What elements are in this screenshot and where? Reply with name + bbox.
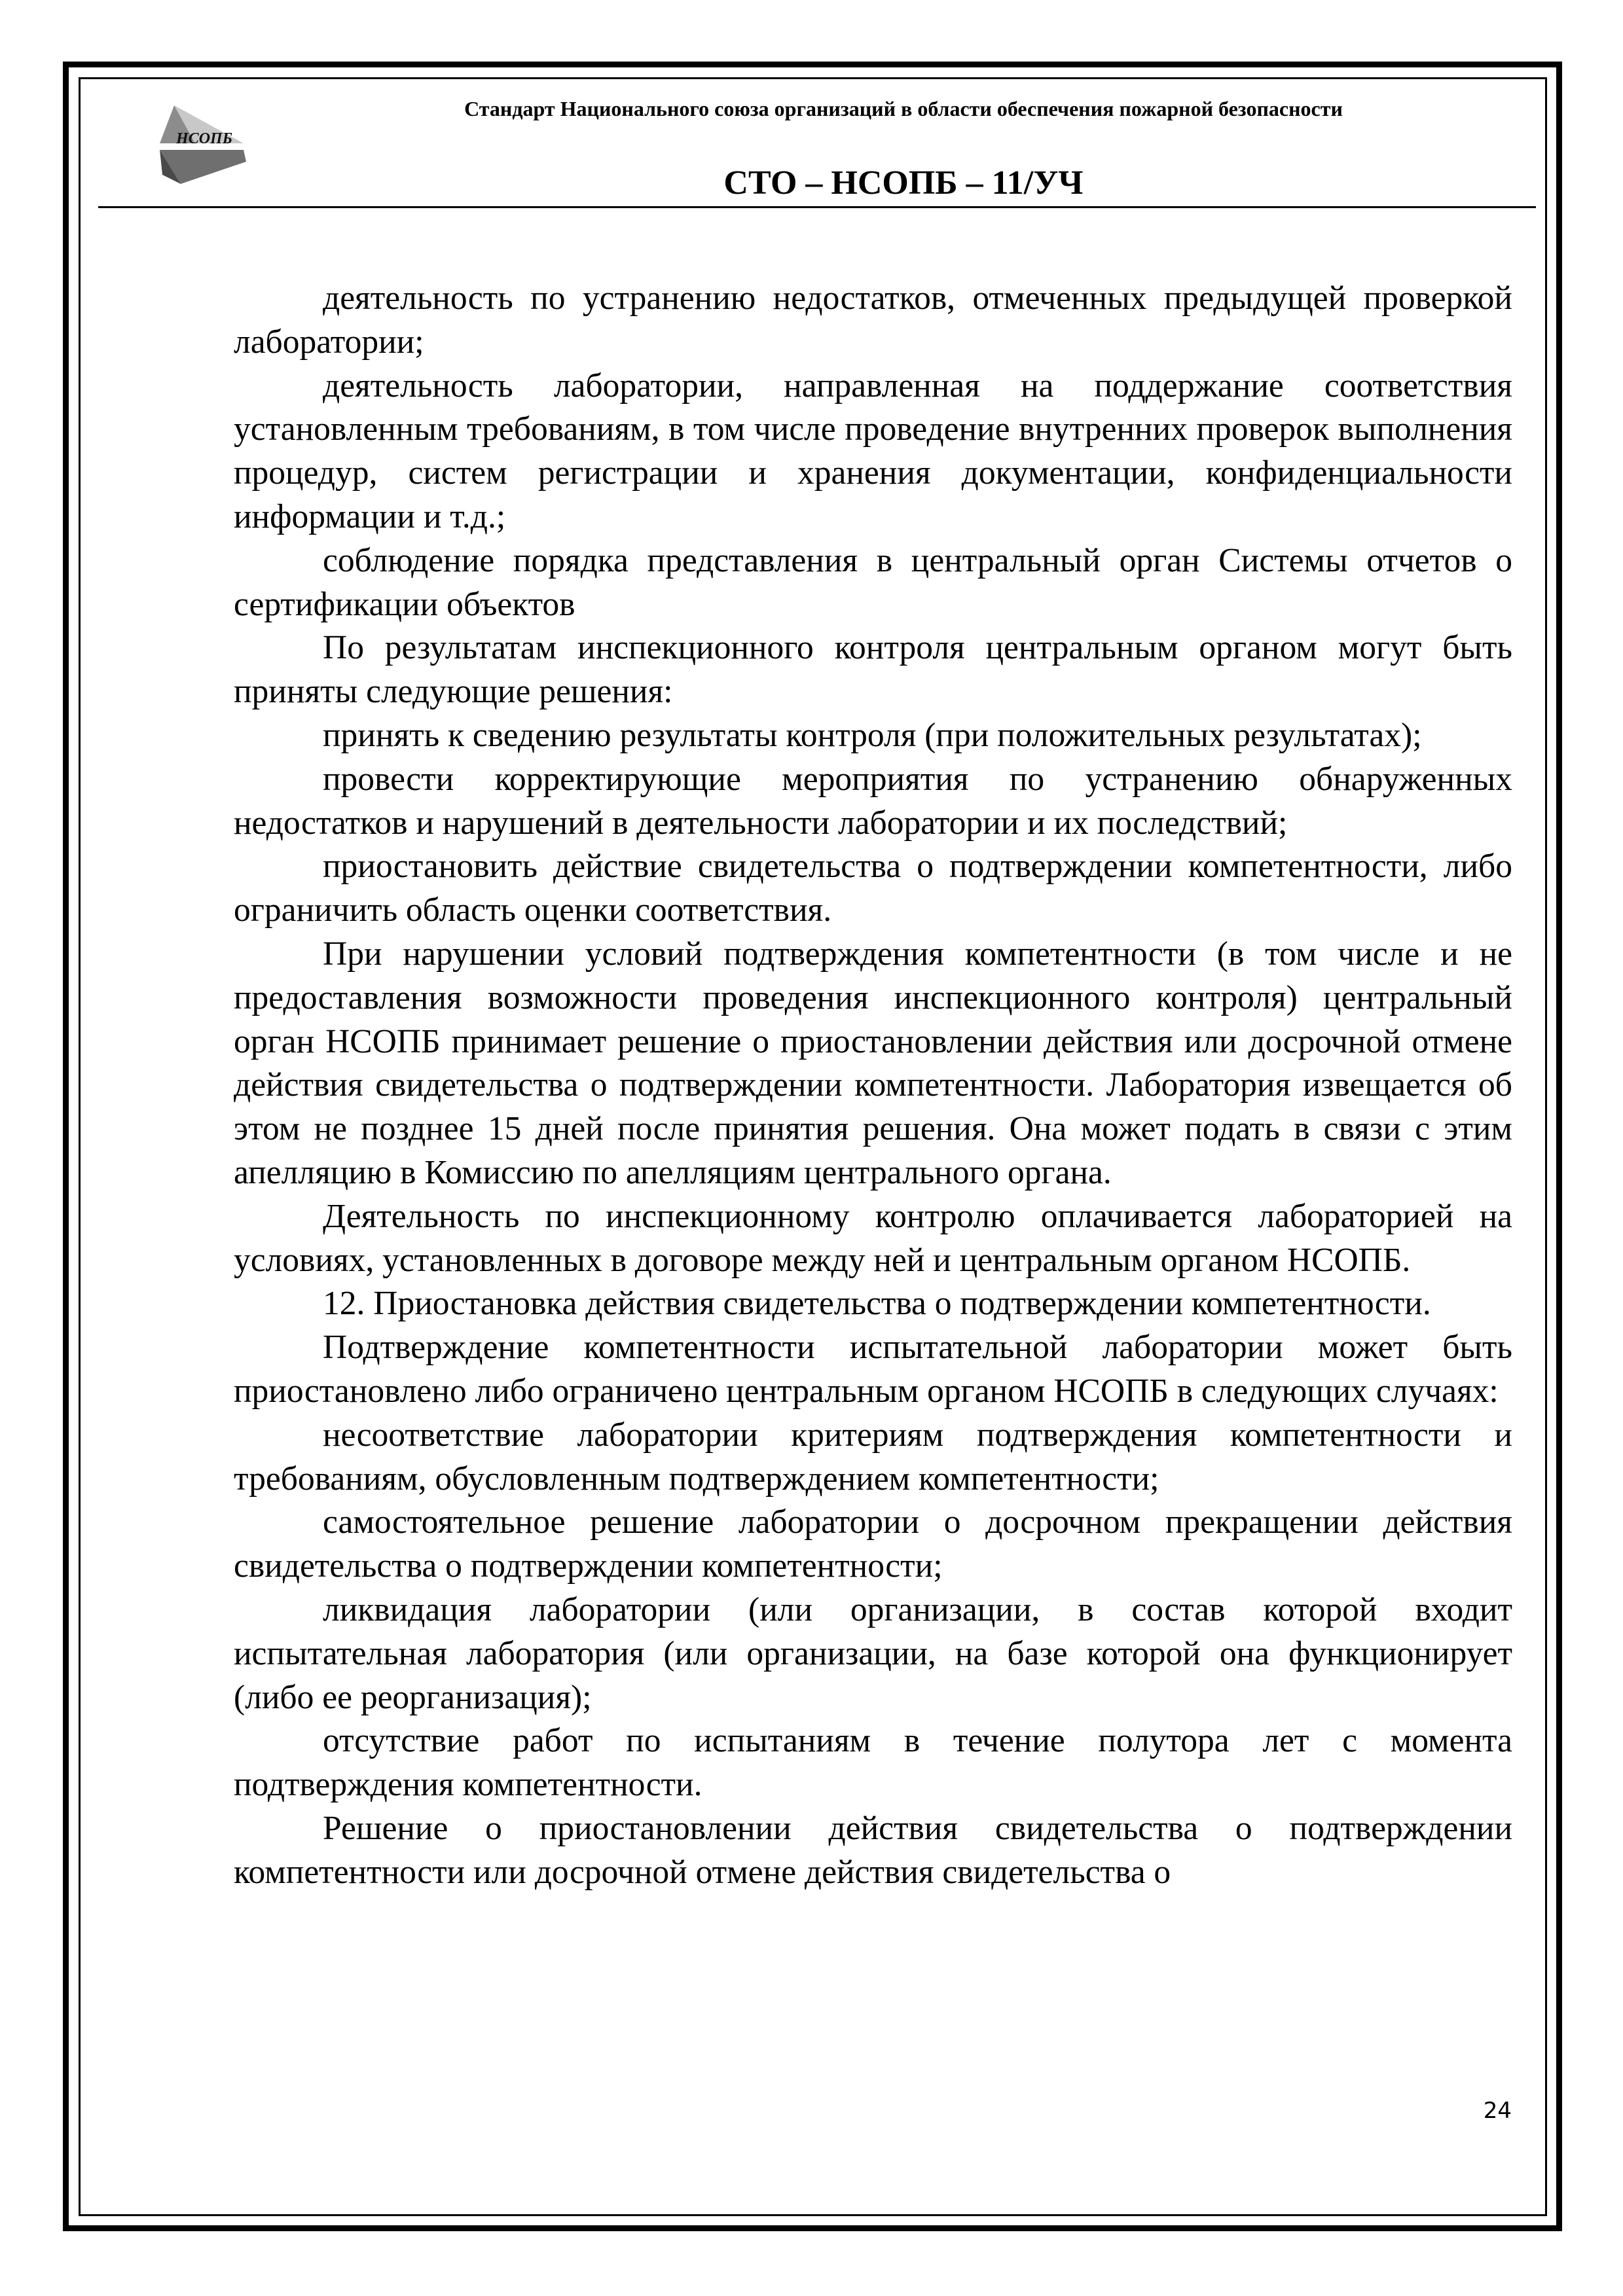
section-heading-12: 12. Приостановка действия свидетельства о подтверждении компетентности.	[323, 1285, 1431, 1323]
standard-title: Стандарт Национального союза организаций в области обеспечения пожарной безопасности	[464, 97, 1343, 120]
paragraph: Подтверждение компетентности испытательной лаборатории может быть приостановлено либо ограничено центральным органом НСОПБ в следующих случаях:	[234, 1329, 1512, 1410]
paragraph: ликвидация лаборатории (или организации, в состав которой входит испытательная лаборатория (или организации, на базе которой она функционирует (либо ее реорганизация);	[234, 1590, 1512, 1716]
document-body	[234, 277, 1512, 1894]
paragraph: приостановить действие свидетельства о подтверждении компетентности, либо ограничить область оценки соответствия.	[234, 848, 1512, 929]
paragraph: провести корректирующие мероприятия по устранению обнаруженных недостатков и нарушений в деятельности лаборатории и их последствий;	[234, 760, 1512, 842]
paragraph: принять к сведению результаты контроля (при положительных результатах);	[323, 716, 1422, 754]
logo-text: НСОПБ	[176, 130, 232, 147]
paragraph: самостоятельное решение лаборатории о досрочном прекращении действия свидетельства о подтверждении компетентности;	[234, 1503, 1512, 1585]
nsopb-logo	[158, 101, 246, 185]
paragraph: соблюдение порядка представления в центральный орган Системы отчетов о сертификации объектов	[234, 541, 1512, 623]
paragraph: По результатам инспекционного контроля центральным органом могут быть приняты следующие решения:	[234, 629, 1512, 711]
paragraph: Решение о приостановлении действия свидетельства о подтверждении компетентности или досрочной отмене действия свидетельства о	[234, 1809, 1512, 1891]
paragraph: Деятельность по инспекционному контролю оплачивается лабораторией на условиях, установленных в договоре между ней и центральным органом НСОПБ.	[234, 1197, 1512, 1279]
page-number: 24	[1483, 2098, 1512, 2124]
paragraph: деятельность лаборатории, направленная на поддержание соответствия установленным требованиям, в том числе проведение внутренних проверок выполнения процедур, систем регистрации и хранения документации, конфиденциальности информации и т.д.;	[234, 367, 1512, 535]
header-divider	[98, 206, 1536, 208]
paragraph: При нарушении условий подтверждения компетентности (в том числе и не предоставления возможности проведения инспекционного контроля) центральный орган НСОПБ принимает решение о приостановлении действия или досрочной отмене действия свидетельства о подтверждении компетентности. Лаборатория извещается об этом не позднее 15 дней после принятия решения. Она может подать в связи с этим апелляцию в Комиссию по апелляциям центрального органа.	[234, 935, 1512, 1191]
paragraph: деятельность по устранению недостатков, отмеченных предыдущей проверкой лаборатории;	[234, 279, 1512, 361]
paragraph: несоответствие лаборатории критериям подтверждения компетентности и требованиям, обусловленным подтверждением компетентности;	[234, 1416, 1512, 1498]
paragraph: отсутствие работ по испытаниям в течение полутора лет с момента подтверждения компетентности.	[234, 1722, 1512, 1804]
document-code: СТО – НСОПБ – 11/УЧ	[723, 164, 1084, 202]
